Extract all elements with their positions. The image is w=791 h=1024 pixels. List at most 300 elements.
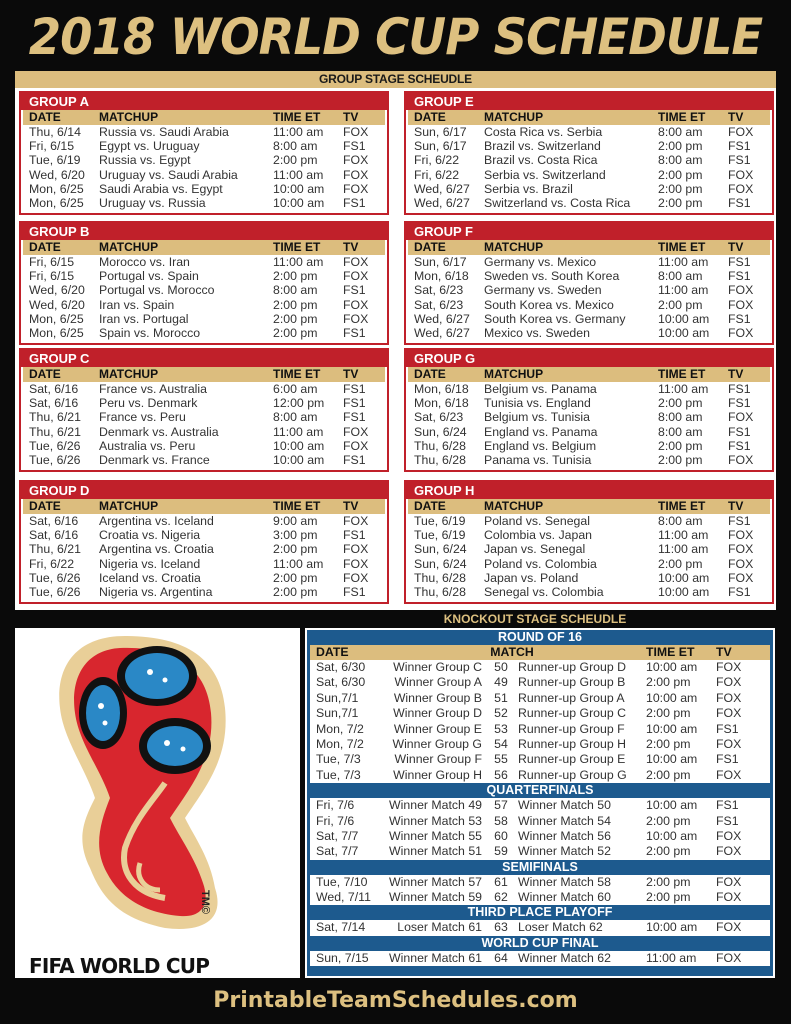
- tv-channel: FOX: [728, 556, 754, 571]
- matchup: Morocco vs. Iran: [99, 255, 190, 269]
- matchup: Australia vs. Peru: [99, 438, 196, 453]
- table-row: [408, 514, 770, 528]
- knockout-round-title: SEMIFINALS: [502, 859, 578, 874]
- table-row: [23, 571, 385, 585]
- table-row: [408, 571, 770, 585]
- tv-channel: FOX: [343, 556, 369, 571]
- column-header-date: DATE: [29, 499, 61, 513]
- table-row: [23, 557, 385, 571]
- match-time: 6:00 am: [273, 382, 318, 396]
- group-table-header: [408, 367, 770, 382]
- table-row: [23, 326, 385, 340]
- match-time: 11:00 am: [273, 424, 324, 439]
- table-row: [23, 439, 385, 453]
- table-row: [408, 298, 770, 312]
- match-time: 10:00 am: [658, 570, 710, 585]
- match-time: 11:00 am: [273, 556, 324, 571]
- column-header-match: MATCH: [490, 645, 534, 659]
- tv-channel: FOX: [716, 890, 742, 905]
- column-header-time: TIME ET: [273, 367, 321, 381]
- match-date: Tue, 7/10: [316, 874, 368, 889]
- tv-channel: FOX: [716, 675, 742, 690]
- match-time: 2:00 pm: [646, 736, 691, 751]
- table-row: [310, 752, 770, 767]
- match-number: 54: [494, 736, 508, 751]
- column-header-time: TIME ET: [658, 240, 706, 254]
- matchup: Germany vs. Mexico: [484, 255, 597, 269]
- match-time: 11:00 am: [658, 528, 709, 543]
- match-date: Fri, 7/6: [316, 813, 355, 828]
- tv-channel: FS1: [716, 798, 739, 813]
- match-time: 10:00 am: [646, 798, 698, 813]
- match-date: Tue, 6/26: [29, 570, 81, 585]
- matchup: Iran vs. Portugal: [99, 311, 189, 326]
- tv-channel: FS1: [728, 424, 751, 439]
- match-time: 11:00 am: [658, 255, 709, 269]
- match-date: Sat, 7/14: [316, 920, 366, 935]
- match-time: 8:00 am: [658, 424, 703, 439]
- match-date: Sat, 6/16: [29, 514, 79, 528]
- tv-channel: FOX: [728, 452, 754, 467]
- table-row: [310, 691, 770, 706]
- home-slot: Winner Match 57: [389, 874, 482, 889]
- table-row: [23, 410, 385, 424]
- table-row: [23, 182, 385, 196]
- match-time: 8:00 am: [658, 514, 703, 528]
- match-date: Mon, 6/25: [29, 325, 84, 340]
- tv-channel: FOX: [716, 690, 742, 705]
- table-row: [408, 196, 770, 210]
- match-number: 60: [494, 828, 508, 843]
- match-date: Tue, 7/3: [316, 752, 361, 767]
- tv-channel: FOX: [343, 167, 369, 182]
- tv-channel: FOX: [728, 125, 754, 139]
- tv-channel: FS1: [728, 514, 751, 528]
- tv-channel: FS1: [716, 721, 739, 736]
- home-slot: Loser Match 61: [397, 920, 482, 935]
- matchup: Iran vs. Spain: [99, 297, 175, 312]
- matchup: Russia vs. Egypt: [99, 153, 191, 168]
- tv-channel: FS1: [728, 382, 751, 396]
- away-slot: Runner-up Group E: [518, 752, 626, 767]
- table-row: [23, 139, 385, 153]
- tv-channel: FOX: [343, 181, 369, 196]
- match-date: Thu, 6/14: [29, 125, 81, 139]
- column-header-tv: TV: [728, 499, 744, 513]
- match-date: Thu, 6/28: [414, 438, 466, 453]
- table-row: [23, 196, 385, 210]
- match-time: 10:00 am: [646, 828, 698, 843]
- match-date: Fri, 6/15: [29, 139, 75, 154]
- match-time: 2:00 pm: [646, 767, 691, 782]
- tv-channel: FOX: [716, 767, 742, 782]
- table-row: [408, 410, 770, 424]
- matchup: England vs. Panama: [484, 424, 598, 439]
- match-time: 10:00 am: [646, 920, 698, 935]
- column-header-date: DATE: [316, 645, 349, 659]
- match-time: 10:00 am: [273, 452, 325, 467]
- column-header-date: DATE: [414, 367, 446, 381]
- home-slot: Winner Match 55: [389, 828, 482, 843]
- tv-channel: FOX: [728, 283, 754, 298]
- match-date: Thu, 6/21: [29, 410, 81, 425]
- match-time: 2:00 pm: [273, 584, 318, 599]
- away-slot: Runner-up Group F: [518, 721, 625, 736]
- match-time: 11:00 am: [658, 382, 709, 396]
- tv-channel: FS1: [343, 452, 366, 467]
- group-name: GROUP D: [21, 482, 387, 499]
- tv-channel: FOX: [728, 167, 754, 182]
- match-time: 2:00 pm: [273, 325, 318, 340]
- column-header-tv: TV: [343, 110, 359, 124]
- match-time: 8:00 am: [658, 269, 703, 284]
- match-number: 57: [494, 798, 508, 813]
- match-time: 2:00 pm: [658, 181, 703, 196]
- group-table-header: [23, 367, 385, 382]
- match-date: Wed, 6/20: [29, 283, 85, 298]
- trademark-label: TM©: [199, 890, 211, 914]
- table-row: [408, 382, 770, 396]
- table-row: [23, 298, 385, 312]
- match-time: 10:00 am: [273, 438, 325, 453]
- table-row: [408, 283, 770, 297]
- tv-channel: FOX: [343, 269, 369, 284]
- matchup: Uruguay vs. Saudi Arabia: [99, 167, 238, 182]
- column-header-tv: TV: [728, 367, 744, 381]
- home-slot: Winner Group C: [393, 660, 482, 674]
- match-time: 2:00 pm: [646, 874, 691, 889]
- matchup: Peru vs. Denmark: [99, 396, 198, 411]
- home-slot: Winner Group F: [394, 752, 482, 767]
- tv-channel: FS1: [728, 584, 751, 599]
- match-date: Wed, 6/27: [414, 325, 470, 340]
- matchup: France vs. Peru: [99, 410, 186, 425]
- match-time: 11:00 am: [658, 542, 709, 557]
- knockout-round-rows: [310, 660, 770, 783]
- table-row: [408, 453, 770, 467]
- tv-channel: FS1: [728, 139, 751, 154]
- tv-channel: FOX: [343, 424, 369, 439]
- group-name: GROUP F: [406, 223, 772, 240]
- match-time: 8:00 am: [273, 283, 318, 298]
- match-date: Sat, 6/23: [414, 283, 464, 298]
- matchup: France vs. Australia: [99, 382, 207, 396]
- column-header-matchup: MATCHUP: [484, 240, 544, 254]
- match-number: 51: [494, 690, 508, 705]
- tv-channel: FS1: [728, 438, 751, 453]
- table-row: [310, 951, 770, 966]
- table-row: [310, 706, 770, 721]
- match-date: Sun, 6/17: [414, 139, 467, 154]
- matchup: Brazil vs. Switzerland: [484, 139, 601, 154]
- column-header-time: TIME ET: [658, 367, 706, 381]
- match-date: Sat, 6/16: [29, 396, 79, 411]
- match-number: 55: [494, 752, 508, 767]
- table-row: [408, 439, 770, 453]
- match-number: 59: [494, 844, 508, 859]
- match-time: 11:00 am: [658, 283, 709, 298]
- match-date: Fri, 7/6: [316, 798, 355, 813]
- tv-channel: FOX: [716, 660, 742, 674]
- match-date: Tue, 6/19: [29, 153, 81, 168]
- matchup: Nigeria vs. Argentina: [99, 584, 213, 599]
- group-stage-section: [15, 88, 776, 610]
- knockout-round-title: THIRD PLACE PLAYOFF: [467, 905, 613, 920]
- tv-channel: FOX: [716, 950, 742, 965]
- tv-channel: FOX: [343, 153, 369, 168]
- knockout-round-rows: [310, 951, 770, 966]
- matchup: Iceland vs. Croatia: [99, 570, 201, 585]
- matchup: Poland vs. Colombia: [484, 556, 597, 571]
- match-number: 61: [494, 874, 508, 889]
- knockout-round-title: QUARTERFINALS: [486, 783, 594, 798]
- match-time: 2:00 pm: [658, 438, 703, 453]
- column-header-matchup: MATCHUP: [484, 110, 544, 124]
- match-time: 10:00 am: [658, 325, 710, 340]
- match-date: Sat, 6/30: [316, 660, 366, 674]
- matchup: Saudi Arabia vs. Egypt: [99, 181, 223, 196]
- group-name: GROUP A: [21, 93, 387, 110]
- home-slot: Winner Match 59: [389, 890, 482, 905]
- column-header-time: TIME ET: [646, 645, 695, 659]
- tv-channel: FOX: [728, 410, 754, 425]
- matchup: Denmark vs. Australia: [99, 424, 219, 439]
- matchup: Portugal vs. Spain: [99, 269, 199, 284]
- match-time: 2:00 pm: [646, 813, 691, 828]
- table-row: [408, 312, 770, 326]
- matchup: Belgium vs. Tunisia: [484, 410, 590, 425]
- match-number: 64: [494, 950, 508, 965]
- matchup: Poland vs. Senegal: [484, 514, 590, 528]
- match-date: Tue, 6/26: [29, 452, 81, 467]
- column-header-tv: TV: [343, 499, 359, 513]
- match-date: Sat, 6/30: [316, 675, 366, 690]
- table-row: [408, 269, 770, 283]
- knockout-round-title: ROUND OF 16: [497, 630, 583, 644]
- away-slot: Winner Match 58: [518, 874, 611, 889]
- group-table: [19, 348, 389, 472]
- column-header-tv: TV: [343, 367, 359, 381]
- table-row: [23, 453, 385, 467]
- tv-channel: FOX: [728, 528, 754, 543]
- away-slot: Runner-up Group G: [518, 767, 627, 782]
- match-date: Fri, 6/22: [29, 556, 75, 571]
- column-header-matchup: MATCHUP: [99, 240, 159, 254]
- match-time: 10:00 am: [646, 690, 698, 705]
- away-slot: Winner Match 60: [518, 890, 611, 905]
- table-row: [310, 890, 770, 905]
- table-row: [310, 722, 770, 737]
- column-header-date: DATE: [414, 110, 446, 124]
- group-name: GROUP E: [406, 93, 772, 110]
- home-slot: Winner Group B: [393, 690, 482, 705]
- tv-channel: FS1: [716, 813, 739, 828]
- tv-channel: FS1: [728, 153, 751, 168]
- tv-channel: FOX: [728, 542, 754, 557]
- knockout-round-rows: [310, 920, 770, 935]
- match-time: 2:00 pm: [646, 675, 691, 690]
- group-table-header: [23, 240, 385, 255]
- match-date: Mon, 6/25: [29, 311, 84, 326]
- fifa-world-cup-logo-panel: [15, 628, 300, 978]
- match-time: 2:00 pm: [273, 570, 318, 585]
- home-slot: Winner Group E: [393, 721, 482, 736]
- match-time: 10:00 am: [646, 752, 698, 767]
- table-row: [408, 255, 770, 269]
- column-header-tv: TV: [716, 645, 732, 659]
- tv-channel: FS1: [343, 382, 366, 396]
- match-time: 2:00 pm: [646, 844, 691, 859]
- table-row: [408, 542, 770, 556]
- table-row: [23, 312, 385, 326]
- away-slot: Runner-up Group H: [518, 736, 626, 751]
- match-number: 52: [494, 706, 508, 721]
- match-date: Sat, 7/7: [316, 844, 359, 859]
- match-number: 58: [494, 813, 508, 828]
- matchup: South Korea vs. Germany: [484, 311, 626, 326]
- home-slot: Winner Match 51: [389, 844, 482, 859]
- matchup: England vs. Belgium: [484, 438, 597, 453]
- match-date: Tue, 6/19: [414, 514, 466, 528]
- match-date: Sun, 6/17: [414, 255, 467, 269]
- table-row: [310, 829, 770, 844]
- table-row: [23, 396, 385, 410]
- table-row: [408, 125, 770, 139]
- matchup: Panama vs. Tunisia: [484, 452, 592, 467]
- tv-channel: FOX: [716, 920, 742, 935]
- match-date: Tue, 7/3: [316, 767, 361, 782]
- tv-channel: FOX: [343, 255, 369, 269]
- match-date: Thu, 6/28: [414, 452, 466, 467]
- knockout-stage-heading: KNOCKOUT STAGE SCHEUDLE: [443, 612, 627, 626]
- away-slot: Winner Match 62: [518, 950, 611, 965]
- tv-channel: FS1: [728, 396, 751, 411]
- match-date: Tue, 6/26: [29, 438, 81, 453]
- table-row: [23, 168, 385, 182]
- match-date: Fri, 6/15: [29, 255, 75, 269]
- match-time: 10:00 am: [658, 584, 710, 599]
- match-date: Wed, 6/27: [414, 195, 470, 210]
- away-slot: Winner Match 52: [518, 844, 611, 859]
- match-date: Sat, 6/16: [29, 382, 79, 396]
- match-number: 49: [494, 675, 508, 690]
- table-row: [310, 660, 770, 675]
- group-name: GROUP H: [406, 482, 772, 499]
- table-row: [23, 269, 385, 283]
- match-date: Thu, 6/28: [414, 570, 466, 585]
- matchup: Germany vs. Sweden: [484, 283, 602, 298]
- table-row: [408, 153, 770, 167]
- matchup: Denmark vs. France: [99, 452, 210, 467]
- site-footer-link[interactable]: PrintableTeamSchedules.com: [213, 988, 578, 1013]
- group-name: GROUP C: [21, 350, 387, 367]
- match-time: 8:00 am: [273, 139, 318, 154]
- tv-channel: FOX: [716, 828, 742, 843]
- tv-channel: FS1: [728, 195, 751, 210]
- group-table: [404, 348, 774, 472]
- table-row: [408, 182, 770, 196]
- match-time: 8:00 am: [658, 125, 703, 139]
- column-header-time: TIME ET: [273, 240, 321, 254]
- away-slot: Runner-up Group C: [518, 706, 626, 721]
- table-row: [23, 585, 385, 599]
- group-name: GROUP G: [406, 350, 772, 367]
- match-time: 10:00 am: [273, 195, 325, 210]
- column-header-tv: TV: [728, 110, 744, 124]
- column-header-tv: TV: [728, 240, 744, 254]
- match-date: Mon, 6/25: [29, 195, 84, 210]
- match-time: 11:00 am: [273, 255, 324, 269]
- away-slot: Runner-up Group D: [518, 660, 626, 674]
- match-time: 10:00 am: [646, 660, 698, 674]
- knockout-round-rows: [310, 798, 770, 860]
- page-title: 2018 WORLD CUP SCHEDULE: [28, 8, 763, 66]
- column-header-date: DATE: [29, 110, 61, 124]
- tv-channel: FOX: [343, 514, 369, 528]
- match-date: Sat, 6/23: [414, 297, 464, 312]
- matchup: Costa Rica vs. Serbia: [484, 125, 603, 139]
- matchup: Uruguay vs. Russia: [99, 195, 206, 210]
- tv-channel: FS1: [716, 752, 739, 767]
- tv-channel: FOX: [343, 570, 369, 585]
- match-date: Sat, 6/23: [414, 410, 464, 425]
- knockout-round-title: WORLD CUP FINAL: [481, 935, 599, 950]
- match-time: 8:00 am: [273, 410, 318, 425]
- matchup: Argentina vs. Iceland: [99, 514, 214, 528]
- match-date: Mon, 6/25: [29, 181, 84, 196]
- home-slot: Winner Group D: [393, 706, 482, 721]
- match-time: 2:00 pm: [273, 269, 318, 284]
- match-time: 2:00 pm: [273, 297, 318, 312]
- table-row: [23, 153, 385, 167]
- match-date: Mon, 6/18: [414, 269, 469, 284]
- match-time: 11:00 am: [273, 167, 324, 182]
- tv-channel: FOX: [728, 297, 754, 312]
- tv-channel: FS1: [343, 195, 366, 210]
- table-row: [23, 125, 385, 139]
- match-date: Mon, 7/2: [316, 721, 364, 736]
- column-header-matchup: MATCHUP: [99, 110, 159, 124]
- table-row: [310, 798, 770, 813]
- tv-channel: FS1: [343, 396, 366, 411]
- tv-channel: FOX: [343, 438, 369, 453]
- column-header-time: TIME ET: [273, 110, 321, 124]
- match-date: Mon, 6/18: [414, 382, 469, 396]
- away-slot: Runner-up Group A: [518, 690, 625, 705]
- match-date: Sat, 7/7: [316, 828, 359, 843]
- table-row: [23, 542, 385, 556]
- world-cup-trophy-logo-icon: [15, 628, 300, 948]
- home-slot: Winner Match 49: [389, 798, 482, 813]
- match-time: 2:00 pm: [646, 706, 691, 721]
- match-date: Thu, 6/21: [29, 542, 81, 557]
- table-row: [23, 528, 385, 542]
- matchup: Mexico vs. Sweden: [484, 325, 590, 340]
- table-row: [23, 283, 385, 297]
- match-number: 53: [494, 721, 508, 736]
- match-date: Sun, 7/15: [316, 950, 369, 965]
- table-row: [310, 814, 770, 829]
- column-header-tv: TV: [343, 240, 359, 254]
- table-row: [23, 425, 385, 439]
- group-stage-heading: GROUP STAGE SCHEUDLE: [15, 71, 776, 88]
- tv-channel: FOX: [716, 736, 742, 751]
- match-time: 2:00 pm: [658, 452, 703, 467]
- group-table-header: [408, 499, 770, 514]
- tv-channel: FS1: [343, 325, 366, 340]
- column-header-date: DATE: [29, 367, 61, 381]
- table-row: [408, 326, 770, 340]
